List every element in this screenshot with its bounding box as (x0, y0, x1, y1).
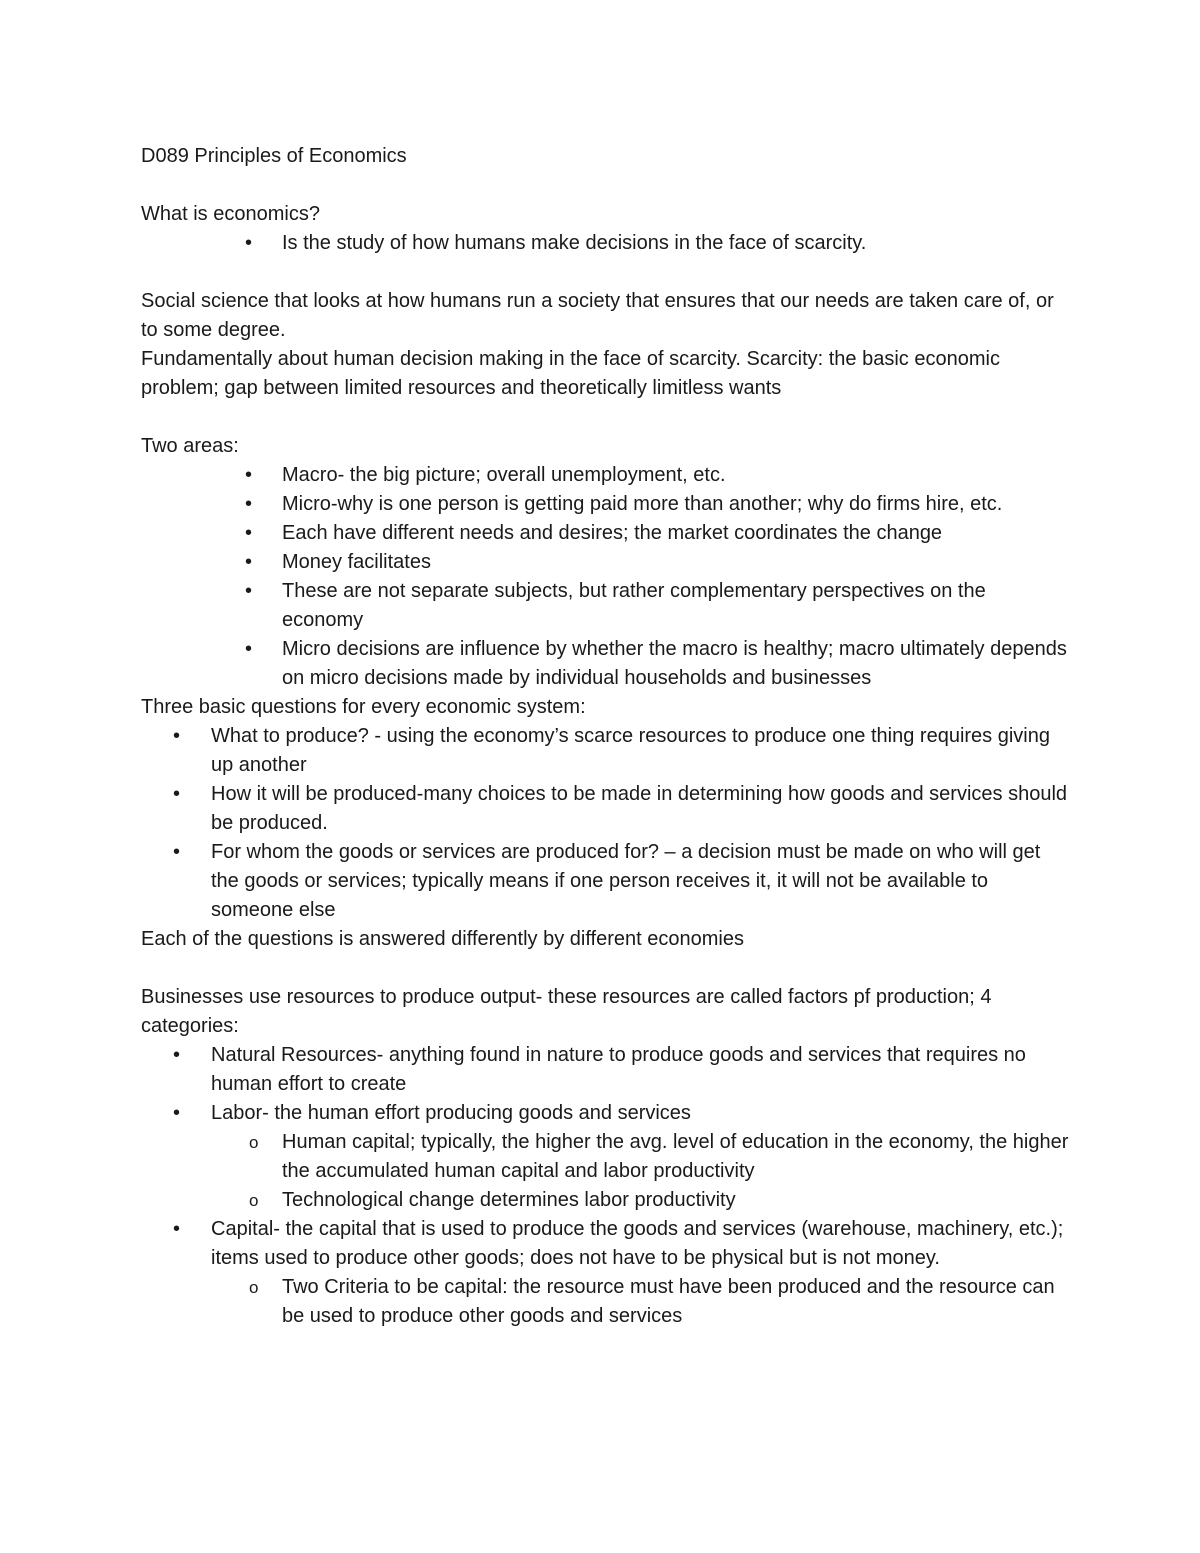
list-item (141, 722, 1071, 780)
sub-list-item-text: Human capital; typically, the higher the avg. level of education in the economy, the higher the accumulated human capital and labor productivity (282, 1131, 1069, 1182)
list-item-text: Micro-why is one person is getting paid more than another; why do firms hire, etc. (282, 493, 1003, 515)
spacer (141, 258, 1071, 287)
two-areas-list (141, 461, 1071, 693)
list-item-text: These are not separate subjects, but rather complementary perspectives on the economy (282, 580, 986, 631)
spacer (141, 954, 1071, 983)
spacer (141, 171, 1071, 200)
three-questions-list (141, 722, 1071, 925)
list-item (141, 490, 1071, 519)
list-item-capital (141, 1215, 1071, 1273)
bullet-icon: • (173, 725, 181, 747)
list-item (141, 461, 1071, 490)
list-item-text: Macro- the big picture; overall unemployment, etc. (282, 464, 726, 486)
list-item-text: How it will be produced-many choices to be made in determining how goods and services should be produced. (211, 783, 1068, 834)
sub-list-item-text: Two Criteria to be capital: the resource must have been produced and the resource can be used to produce other goods and services (282, 1276, 1055, 1327)
section-heading-two-areas: Two areas: (141, 435, 239, 457)
capital-sublist (141, 1273, 1071, 1331)
hollow-bullet-icon: o (249, 1133, 259, 1152)
factors-list-continued (141, 1215, 1071, 1273)
list-item (141, 229, 1071, 258)
list-item (141, 577, 1071, 635)
list-item-text: Labor- the human effort producing goods and services (211, 1102, 691, 1124)
bullet-icon: • (173, 783, 181, 805)
sub-list-item (141, 1186, 1071, 1215)
scarcity-paragraph: Fundamentally about human decision making in the face of scarcity. Scarcity: the basic economic problem; gap between limited resources and theoretically limitless wants (141, 348, 1000, 399)
list-item-text: Natural Resources- anything found in nature to produce goods and services that requires no human effort to create (211, 1044, 1026, 1095)
list-item-text: Each have different needs and desires; the market coordinates the change (282, 522, 943, 544)
document-title: D089 Principles of Economics (141, 145, 407, 167)
list-item (141, 780, 1071, 838)
hollow-bullet-icon: o (249, 1278, 259, 1297)
questions-footer: Each of the questions is answered differently by different economies (141, 928, 744, 950)
list-item-text: Capital- the capital that is used to produce the goods and services (warehouse, machinery, etc.); items used to produce other goods; does not have to be physical but is not money. (211, 1218, 1064, 1269)
list-item-labor (141, 1099, 1071, 1128)
list-item-text: What to produce? - using the economy’s scarce resources to produce one thing requires giving up another (211, 725, 1050, 776)
document-page (141, 142, 1071, 1331)
section-heading-what-is-economics: What is economics? (141, 203, 320, 225)
bullet-icon: • (245, 551, 253, 573)
hollow-bullet-icon: o (249, 1191, 259, 1210)
bullet-icon: • (173, 1044, 181, 1066)
list-item-text: Money facilitates (282, 551, 431, 573)
sub-list-item-text: Technological change determines labor productivity (282, 1189, 736, 1211)
labor-sublist (141, 1128, 1071, 1215)
list-item-text: Is the study of how humans make decisions in the face of scarcity. (282, 232, 867, 254)
spacer (141, 403, 1071, 432)
bullet-icon: • (245, 464, 253, 486)
bullet-icon: • (245, 638, 253, 660)
list-item-text: For whom the goods or services are produced for? – a decision must be made on who will get the goods or services; typically means if one person receives it, it will not be available to someone else (211, 841, 1041, 921)
list-item-text: Micro decisions are influence by whether the macro is healthy; macro ultimately depends on micro decisions made by individual households and businesses (282, 638, 1067, 689)
sub-list-item (141, 1273, 1071, 1331)
section-heading-factors: Businesses use resources to produce output- these resources are called factors pf production; 4 categories: (141, 986, 992, 1037)
list-item (141, 519, 1071, 548)
bullet-icon: • (245, 522, 253, 544)
list-item (141, 635, 1071, 693)
factors-list (141, 1041, 1071, 1128)
bullet-icon: • (245, 232, 253, 254)
social-science-paragraph: Social science that looks at how humans run a society that ensures that our needs are taken care of, or to some degree. (141, 290, 1054, 341)
sub-list-item (141, 1128, 1071, 1186)
list-item (141, 548, 1071, 577)
list-item (141, 838, 1071, 925)
bullet-icon: • (173, 1218, 181, 1240)
definition-list (141, 229, 1071, 258)
section-heading-three-questions: Three basic questions for every economic system: (141, 696, 586, 718)
bullet-icon: • (245, 580, 253, 602)
list-item-natural-resources (141, 1041, 1071, 1099)
bullet-icon: • (173, 1102, 181, 1124)
bullet-icon: • (245, 493, 253, 515)
bullet-icon: • (173, 841, 181, 863)
